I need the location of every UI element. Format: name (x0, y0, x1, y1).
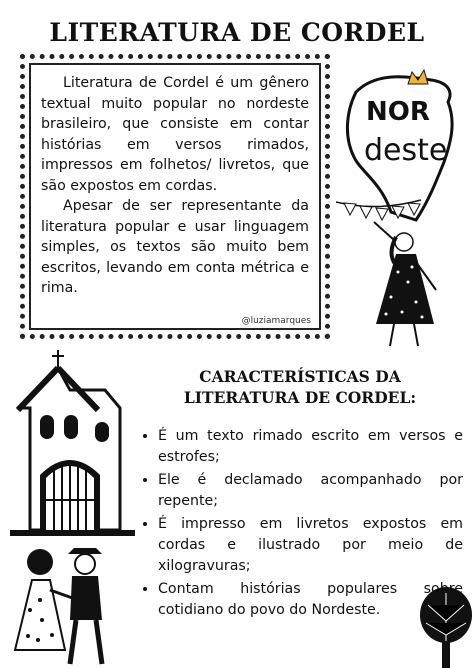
page-title: LITERATURA DE CORDEL (49, 18, 425, 47)
dancing-couple-illustration (10, 540, 120, 668)
list-item: • Contam histórias populares sobre cotidiano do povo do Nordeste. (158, 579, 463, 621)
girl-figure (374, 222, 436, 346)
intro-paragraph-1: Literatura de Cordel é um gênero textual muito popular no nordeste brasileiro, que consiste em contar histórias em versos rimados, impressos em folhetos/ livretos, que são expostos em cordas. (41, 75, 309, 194)
map-text-deste: deste (364, 133, 448, 168)
intro-stamp-frame (20, 54, 330, 339)
characteristics-heading: CARACTERÍSTICAS DA LITERATURA DE CORDEL: (183, 367, 417, 407)
author-handle: @luziamarques (241, 316, 311, 326)
church-illustration (10, 350, 135, 540)
map-text-nor: NOR (366, 97, 430, 127)
list-item: • Ele é declamado acompanhado por repente; (158, 470, 463, 512)
intro-box (29, 63, 321, 330)
list-item: • É um texto rimado escrito em versos e estrofes; (158, 426, 463, 468)
characteristics-list (140, 426, 463, 623)
intro-paragraph-2: Apesar de ser representante da literatura popular e usar linguagem simples, os textos são muito bem escritos, levando em conta métrica e rima. (41, 198, 309, 296)
list-item: • É impresso em livretos expostos em cordas e ilustrado por meio de xilogravuras; (158, 514, 463, 577)
nordeste-map-illustration (336, 62, 466, 352)
